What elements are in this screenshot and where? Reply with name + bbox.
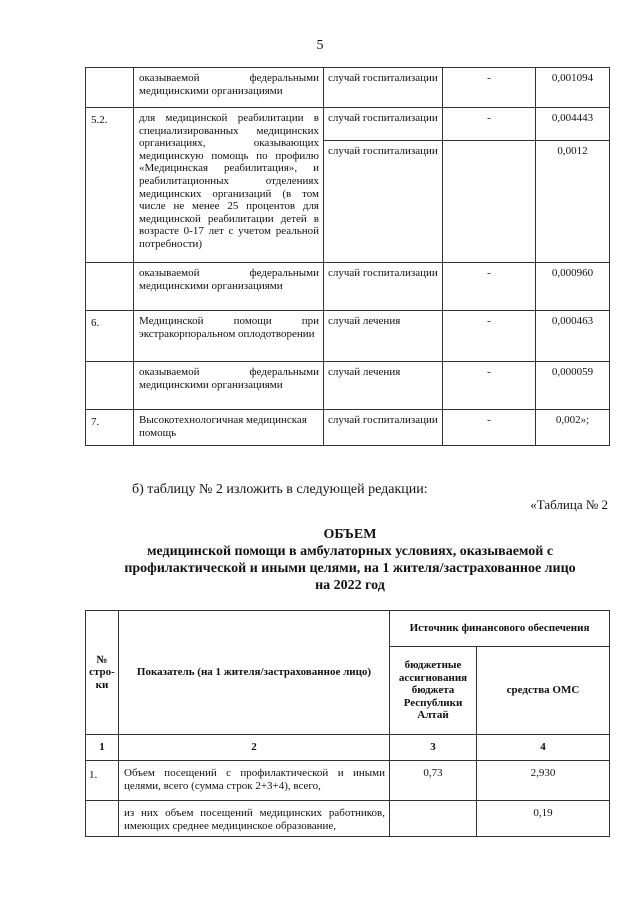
table-row	[86, 362, 610, 410]
row-indicator: из них объем посещений медицинских работников, имеющих среднее медицинское образование,	[119, 801, 390, 837]
row-number	[86, 801, 119, 837]
row-oms-value: 0,000059	[536, 362, 610, 410]
table-row	[86, 311, 610, 362]
page-number: 5	[316, 38, 324, 53]
row-oms-value: 0,19	[477, 801, 610, 837]
outpatient-volume-table	[85, 610, 610, 837]
header-row	[86, 611, 610, 647]
row-budget-value	[390, 801, 477, 837]
row-unit: случай лечения	[324, 311, 443, 362]
row-unit: случай госпитализации	[324, 68, 443, 108]
row-indicator: оказываемой федеральными медицинскими организациями	[134, 362, 324, 410]
row-unit: случай госпитализации	[324, 141, 443, 263]
row-indicator: оказываемой федеральными медицинскими организациями	[134, 68, 324, 108]
title-line: медицинской помощи в амбулаторных условиях, оказываемой с	[146, 544, 554, 559]
row-oms-value: 0,000463	[536, 311, 610, 362]
row-number: 5.2.	[86, 108, 134, 263]
row-unit: случай госпитализации	[324, 410, 443, 446]
row-oms-value: 0,001094	[536, 68, 610, 108]
row-budget-value: -	[443, 311, 536, 362]
header-oms: средства ОМС	[477, 647, 610, 735]
row-number	[86, 362, 134, 410]
header-budget: бюджетные ассигнования бюджета Республики Алтай	[390, 647, 477, 735]
row-budget-value: -	[443, 410, 536, 446]
table-row	[86, 68, 610, 108]
row-budget-value: 0,73	[390, 761, 477, 801]
row-oms-value: 0,004443	[536, 108, 610, 141]
row-oms-value: 0,0012	[536, 141, 610, 263]
row-number	[86, 68, 134, 108]
volume-table-continued	[85, 67, 610, 446]
row-unit: случай госпитализации	[324, 108, 443, 141]
row-number: 7.	[86, 410, 134, 446]
row-oms-value: 0,000960	[536, 263, 610, 311]
table-row	[86, 263, 610, 311]
column-number: 1	[86, 735, 119, 761]
row-budget-value: -	[443, 108, 536, 141]
column-number: 2	[119, 735, 390, 761]
row-budget-value: -	[443, 68, 536, 108]
row-budget-value	[443, 141, 536, 263]
table-row	[86, 108, 610, 141]
table-label: «Таблица № 2	[530, 497, 608, 512]
row-number: 1.	[86, 761, 119, 801]
title-line: профилактической и иными целями, на 1 жителя/застрахованное лицо	[124, 561, 576, 576]
row-number	[86, 263, 134, 311]
header-funding-source: Источник финансового обеспечения	[390, 611, 610, 647]
table-row	[86, 761, 610, 801]
header-indicator: Показатель (на 1 жителя/застрахованное лицо)	[119, 611, 390, 735]
row-oms-value: 2,930	[477, 761, 610, 801]
column-number: 3	[390, 735, 477, 761]
table-row	[86, 410, 610, 446]
row-indicator: Медицинской помощи при экстракорпоральном оплодотворении	[134, 311, 324, 362]
row-number: 6.	[86, 311, 134, 362]
row-indicator: Высокотехнологичная медицинская помощь	[134, 410, 324, 446]
row-budget-value: -	[443, 263, 536, 311]
row-unit: случай госпитализации	[324, 263, 443, 311]
title-line: на 2022 год	[315, 578, 385, 593]
header-row-number: № стро-ки	[86, 611, 119, 735]
row-indicator: Объем посещений с профилактической и иными целями, всего (сумма строк 2+3+4), всего,	[119, 761, 390, 801]
column-number: 4	[477, 735, 610, 761]
row-indicator: для медицинской реабилитации в специализированных медицинских организациях, оказывающих медицинскую помощь по профилю «Медицинская реабилитация», и реабилитационных отделениях медицинских организаций (в том числе не менее 25 процентов для медицинской реабилитации детей в возрасте 0-17 лет с учетом реальной потребности)	[134, 108, 324, 263]
table-row	[86, 801, 610, 837]
row-indicator: оказываемой федеральными медицинскими организациями	[134, 263, 324, 311]
row-oms-value: 0,002»;	[536, 410, 610, 446]
column-number-row	[86, 735, 610, 761]
table-title	[90, 526, 610, 594]
title-line: ОБЪЕМ	[323, 527, 377, 542]
amendment-paragraph: б) таблицу № 2 изложить в следующей редакции:	[132, 482, 428, 497]
row-budget-value: -	[443, 362, 536, 410]
row-unit: случай лечения	[324, 362, 443, 410]
